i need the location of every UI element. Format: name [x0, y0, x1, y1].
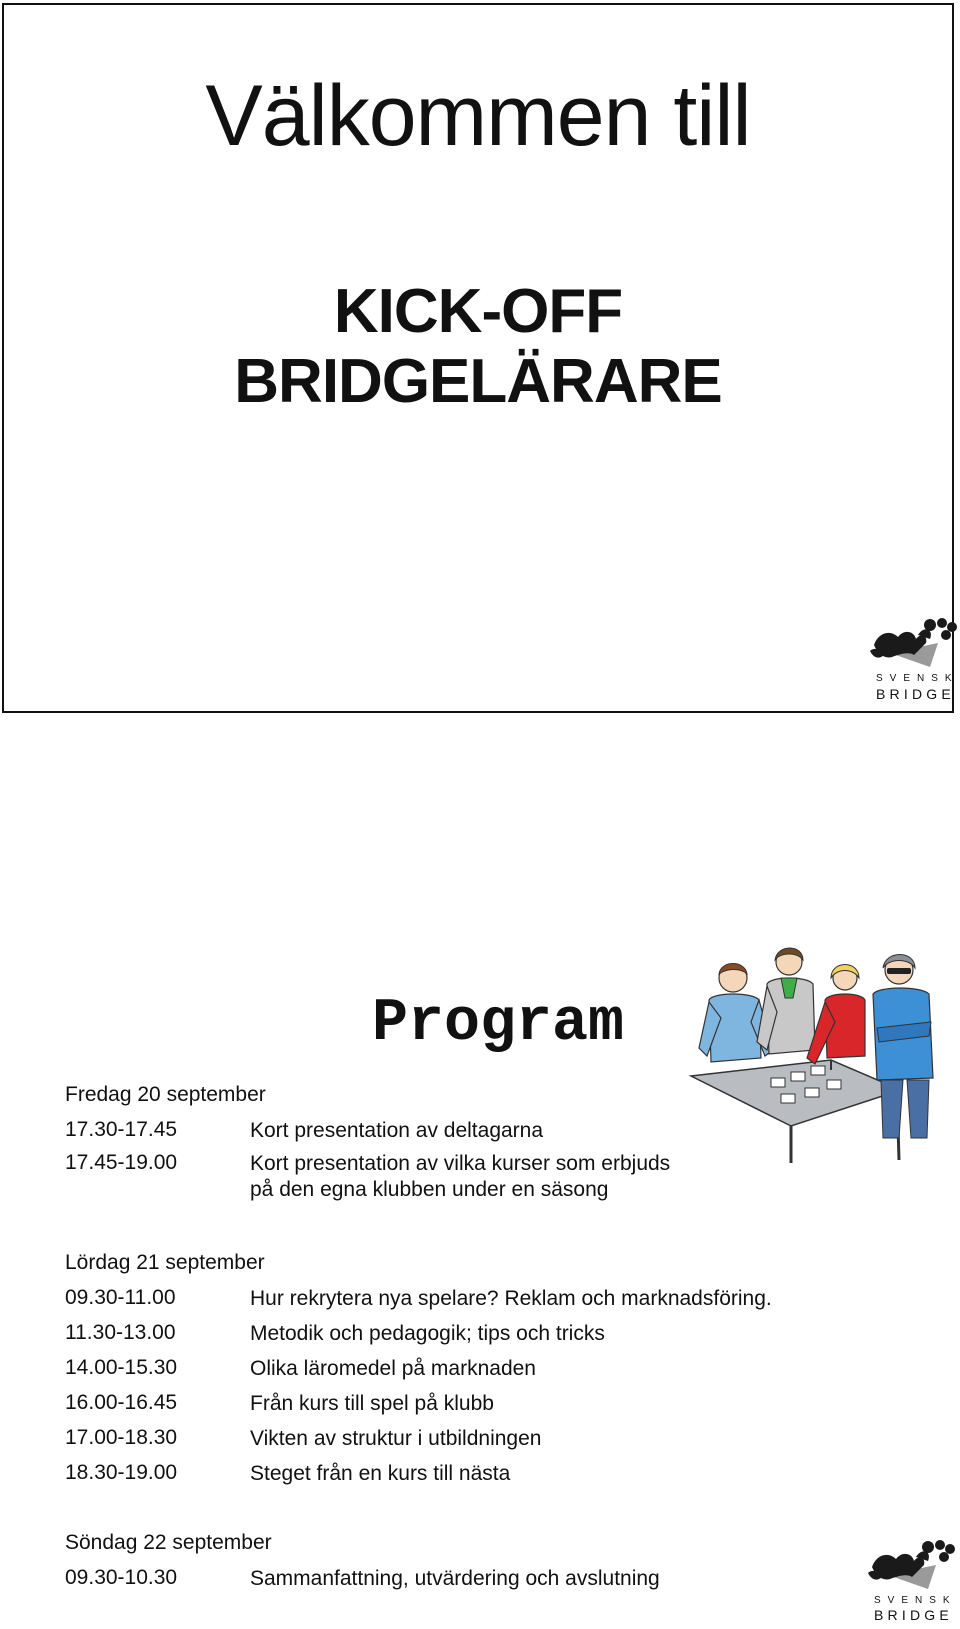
logo-text-bridge: BRIDGE — [874, 1607, 953, 1623]
schedule-activity — [250, 1566, 660, 1592]
svensk-bridge-logo — [866, 1537, 958, 1629]
event-title-line1: KICK-OFF — [333, 277, 623, 346]
schedule-activity — [250, 1118, 543, 1144]
bridge-players-illustration — [681, 938, 953, 1163]
schedule-activity — [250, 1356, 536, 1382]
schedule-activity-line: Sammanfattning, utvärdering och avslutning — [250, 1567, 660, 1590]
schedule-activity — [250, 1286, 772, 1312]
event-title — [4, 277, 952, 417]
schedule-activity-line: Metodik och pedagogik; tips och tricks — [250, 1322, 605, 1345]
schedule-activity — [250, 1321, 605, 1347]
schedule-activity-line: Vikten av struktur i utbildningen — [250, 1427, 542, 1450]
schedule-time: 16.00-16.45 — [65, 1391, 178, 1414]
schedule-activity — [250, 1426, 541, 1452]
schedule-time: 09.30-11.00 — [65, 1286, 176, 1309]
event-title-line2: BRIDGELÄRARE — [234, 347, 722, 416]
people-at-table-icon — [681, 938, 953, 1163]
schedule-time: 17.45-19.00 — [65, 1151, 178, 1174]
schedule-time: 09.30-10.30 — [65, 1566, 178, 1589]
schedule-activity — [250, 1461, 510, 1487]
schedule-activity-line: Steget från en kurs till nästa — [250, 1462, 511, 1485]
logo-text-svensk: SVENSK — [876, 673, 959, 684]
schedule-time: 17.30-17.45 — [65, 1118, 178, 1141]
svensk-bridge-logo — [868, 615, 960, 707]
schedule-activity-line: på den egna klubben under en säsong — [250, 1178, 609, 1201]
logo-text-svensk: SVENSK — [874, 1595, 957, 1606]
program-heading: Program — [372, 990, 625, 1058]
card-suits-logo-icon — [868, 615, 960, 675]
schedule-activity-line: Kort presentation av deltagarna — [250, 1119, 544, 1142]
schedule-activity-line: Från kurs till spel på klubb — [250, 1392, 494, 1415]
day-label-saturday: Lördag 21 september — [65, 1251, 265, 1274]
schedule-time: 14.00-15.30 — [65, 1356, 178, 1379]
schedule-time: 18.30-19.00 — [65, 1461, 178, 1484]
logo-text-bridge: BRIDGE — [876, 686, 955, 702]
schedule-activity-line: Olika läromedel på marknaden — [250, 1357, 536, 1380]
schedule-time: 11.30-13.00 — [65, 1321, 176, 1344]
schedule-activity-line: Hur rekrytera nya spelare? Reklam och marknadsföring. — [250, 1287, 772, 1310]
title-slide — [2, 3, 959, 713]
schedule-activity-line: Kort presentation av vilka kurser som erbjuds — [250, 1152, 671, 1175]
card-suits-logo-icon — [866, 1537, 958, 1597]
welcome-heading: Välkommen till — [205, 68, 751, 164]
schedule-time: 17.00-18.30 — [65, 1426, 178, 1449]
schedule-activity — [250, 1151, 670, 1203]
schedule-activity — [250, 1391, 494, 1417]
day-label-sunday: Söndag 22 september — [65, 1531, 272, 1554]
day-label-friday: Fredag 20 september — [65, 1083, 266, 1106]
